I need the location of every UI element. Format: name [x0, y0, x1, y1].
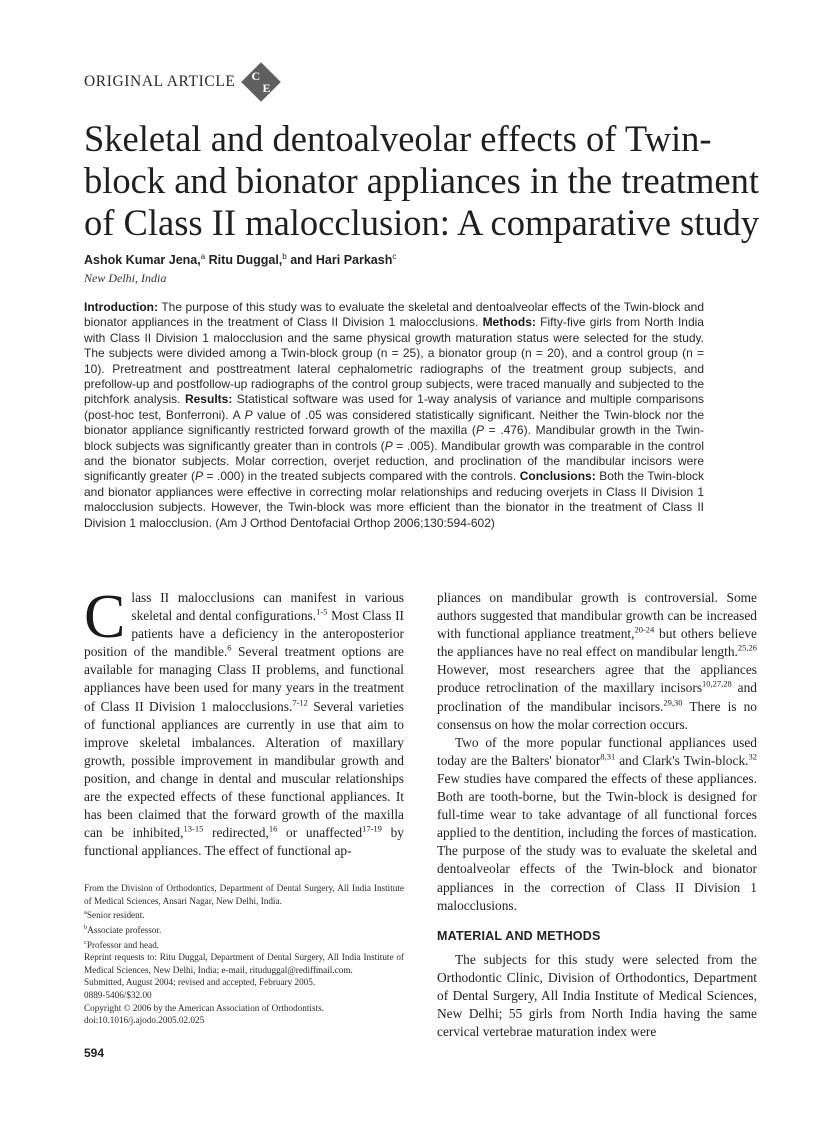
body-column-right [437, 589, 757, 915]
body-text: Several treatment options are available for managing Class II problems, and functional appliances have been used for many years in the treatment of Class II Division 1 malocclusions. [84, 644, 404, 714]
author-affiliation-mark: c [392, 252, 397, 261]
ce-badge-letter-c: C [251, 69, 261, 83]
abstract-results: = .005). Mandibular growth was comparable in the control and the bionator subjects. Molar correction, overjet reduction, and proclination of the mandibular incisors were significantly greater ( [84, 438, 704, 484]
abstract-introduction-label: Introduction: [84, 300, 158, 314]
article-type-label: ORIGINAL ARTICLE [84, 73, 236, 90]
citation-ref: 20-24 [634, 624, 655, 635]
body-text: Several varieties of functional appliances are currently in use that aim to improve skeletal imbalances. Alteration of maxillary growth, possible improvement in mandibular growth and position, and change in dental and muscular relationships are the expected effects of these functional appliances. It has been claimed that the forward growth of the maxilla can be inhibited, [84, 698, 404, 841]
footnote-submitted: Submitted, August 2004; revised and accepted, February 2005. [84, 977, 316, 988]
abstract-results-label: Results: [184, 392, 233, 407]
abstract-results: = .476). Mandibular growth in the Twin-block subjects was significantly greater than in controls ( [84, 423, 704, 453]
body-column-right-continued [437, 951, 757, 1041]
ce-diamond-shape [242, 62, 282, 102]
body-text: redirected, [211, 825, 269, 841]
abstract-conclusions-label: Conclusions: [519, 469, 596, 484]
footnote-mark: b [84, 923, 88, 931]
author-name: Ritu Duggal, [208, 253, 283, 268]
footnote-b [84, 922, 404, 937]
body-text: and proclination of the mandibular incisors. [437, 680, 757, 714]
body-text: There is no consensus on how the molar correction occurs. [437, 698, 757, 732]
abstract-introduction: The purpose of this study was to evaluate the skeletal and dentoalveolar effects of the Twin-block and bionator appliances in the treatment of Class II Division 1 malocclusions. [84, 300, 704, 330]
citation-ref: 29,30 [663, 697, 683, 708]
citation-ref: 32 [748, 751, 757, 762]
citation-ref: 10,27,28 [702, 679, 732, 689]
continuing-education-badge-icon [241, 62, 281, 102]
body-text: Most Class II patients have a deficiency in the anteroposterior position of the mandible. [84, 608, 404, 660]
p-value-symbol: P [384, 438, 393, 453]
body-text: lass II malocclusions can manifest in various skeletal and dental configurations. [131, 590, 404, 624]
abstract-results: value of .05 was considered statistically significant. Neither the Twin-block nor the bionator appliance significantly restricted forward growth of the maxilla ( [84, 407, 704, 438]
body-paragraph [84, 583, 404, 860]
citation-ref: 13-15 [183, 823, 204, 834]
page-number: 594 [84, 1046, 105, 1060]
body-paragraph: The subjects for this study were selected from the Orthodontic Clinic, Division of Orthodontics, Department of Dental Surgery, All India Institute of Medical Sciences, New Delhi; 55 girls from North India having the same cervical vertebrae maturation index were [437, 952, 757, 1040]
body-text: However, most researchers agree that the appliances produce retroclination of the maxillary incisors [437, 662, 757, 696]
citation-ref: 17-19 [362, 823, 382, 834]
footnote-issn: 0889-5406/$32.00 [84, 989, 152, 1000]
abstract-results: Statistical software was used for 1-way analysis of variance and multiple comparisons (post-hoc test, Bonferroni). A [84, 392, 705, 422]
abstract-methods: Fifty-five girls from North India with Class II Division 1 malocclusion and the same physical growth maturation status were selected for the study. The subjects were divided among a Twin-block group (n = 25), a bionator group (n = 20), and a control group (n = 10). Pretreatment and posttreatment lateral cephalometric radiographs of the treatment group subjects, and prefollow-up and postfollow-up radiographs of the control group subjects, were traced manually and subjected to the pitchfork analysis. [84, 315, 704, 407]
citation-ref: 8,31 [600, 751, 616, 762]
body-text: pliances on mandibular growth is controversial. Some authors suggested that mandibular growth can be increased with functional appliance treatment, [437, 590, 757, 642]
citation-ref: 6 [227, 642, 232, 653]
p-value-symbol: P [195, 469, 204, 484]
footnote-c [84, 937, 404, 952]
footnote-mark: c [84, 938, 87, 946]
abstract-conclusions: Both the Twin-block and bionator appliances were effective in correcting molar relationships and reducing overjets in Class II Division 1 malocclusion subjects. However, the Twin-block was more efficient than the bionator in the treatment of Class II Division 1 malocclusion. (Am J Orthod Dentofacial Orthop 2006;130:594-602) [84, 469, 704, 530]
body-text: or unaffected [286, 825, 363, 841]
footnote-reprint: Reprint requests to: Ritu Duggal, Department of Dental Surgery, All India Institute of Medical Sciences, New Delhi, India; e-mail, rituduggal@rediffmail.com. [84, 952, 404, 975]
body-text: Few studies have compared the effects of these appliances. Both are tooth-borne, but the Twin-block is designed for full-time wear to take advantage of all functional forces applied to the dentition, including the forces of mastication. The purpose of the study was to evaluate the skeletal and dentoalveolar effects of the Twin-block and bionator appliances in the correction of Class II Division 1 malocclusions. [437, 770, 757, 913]
footnote-mark: a [84, 909, 87, 917]
footnote-text: Associate professor. [87, 924, 162, 935]
citation-ref: 16 [268, 823, 278, 834]
body-text: but others believe the appliances have no real effect on mandibular length. [437, 626, 757, 660]
body-text: Two of the more popular functional appliances used today are the Balters' bionator [437, 734, 757, 768]
author-affiliation-mark: a [200, 252, 206, 261]
body-column-left [84, 583, 404, 860]
author-name: Ashok Kumar Jena, [84, 253, 201, 268]
footnote-text: Professor and head. [86, 939, 160, 950]
author-location: New Delhi, India [84, 271, 167, 285]
body-text: and Clark's Twin-block. [619, 752, 749, 768]
author-name: and Hari Parkash [290, 253, 393, 268]
ce-badge-letter-e: E [262, 81, 271, 95]
footnote-affiliation: From the Division of Orthodontics, Department of Dental Surgery, All India Institute of Medical Sciences, Ansari Nagar, New Delhi, India. [84, 883, 404, 906]
citation-ref: 25,26 [737, 642, 757, 653]
abstract-results: = .000) in the treated subjects compared with the controls. [206, 469, 517, 484]
footnote-doi: doi:10.1016/j.ajodo.2005.02.025 [84, 1015, 205, 1026]
abstract-methods-label: Methods: [482, 315, 536, 330]
p-value-symbol: P [475, 423, 484, 438]
body-text: by functional appliances. The effect of functional ap- [84, 825, 404, 859]
footnote-text: Senior resident. [86, 910, 145, 921]
drop-cap: C [84, 583, 126, 651]
citation-ref: 1-5 [316, 606, 328, 617]
body-paragraph [437, 734, 757, 915]
footnote-a [84, 907, 404, 922]
section-heading-material-methods: MATERIAL AND METHODS [437, 929, 601, 943]
citation-ref: 7-12 [292, 697, 308, 708]
abstract [84, 300, 704, 531]
author-affiliation-mark: b [282, 252, 287, 261]
article-header [84, 60, 281, 104]
footnotes [84, 882, 404, 1027]
body-paragraph [437, 589, 757, 734]
article-title: Skeletal and dentoalveolar effects of Twin-block and bionator appliances in the treatment of Class II malocclusion: A comparative study [84, 118, 760, 243]
p-value-symbol: P [244, 407, 253, 422]
author-list [84, 252, 396, 267]
footnote-copyright: Copyright © 2006 by the American Association of Orthodontists. [84, 1002, 324, 1013]
